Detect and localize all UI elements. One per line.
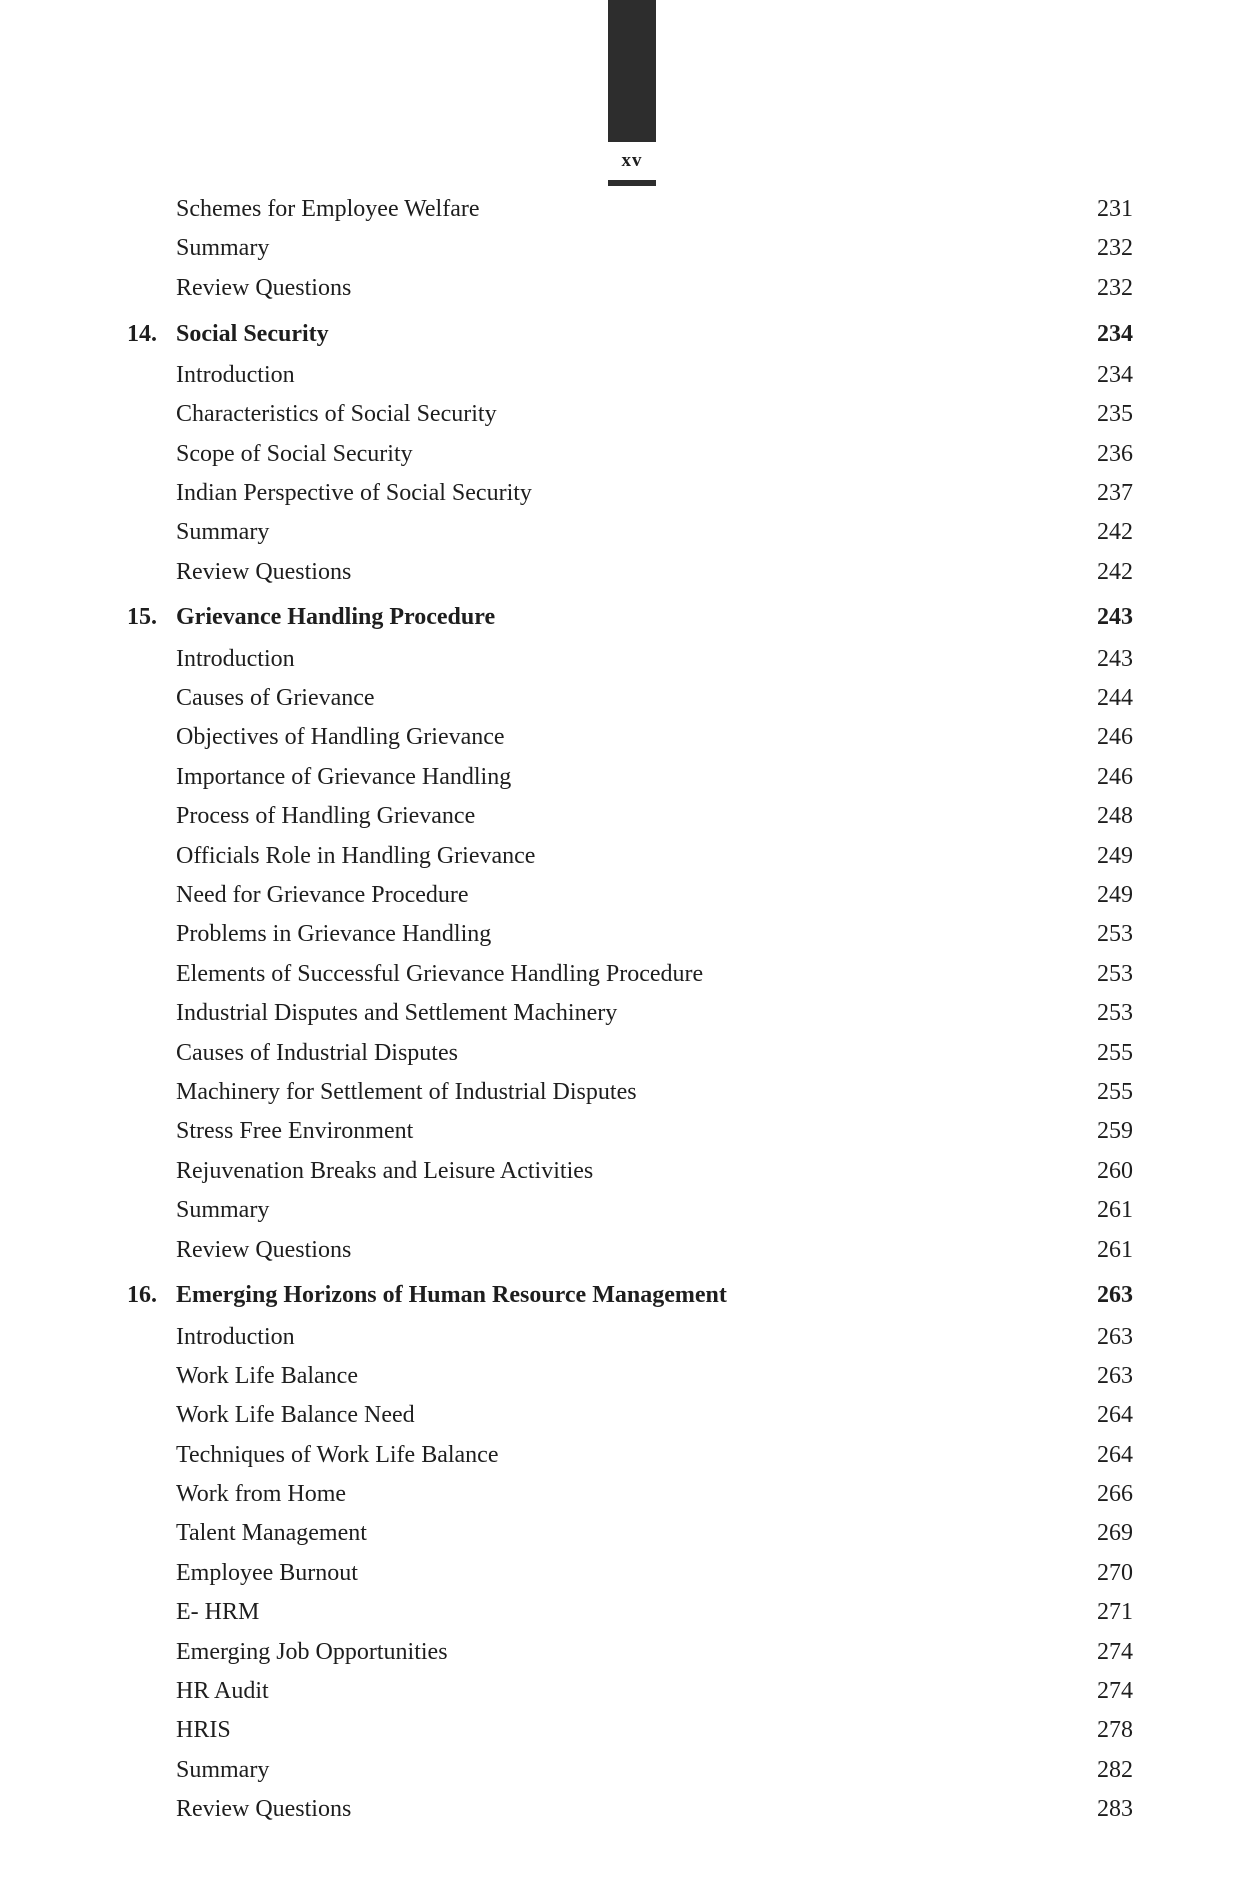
entry-page-number: 249 <box>1097 842 1133 869</box>
entry-page-number: 253 <box>1097 921 1133 948</box>
toc-section-entry <box>0 1514 1250 1553</box>
entry-title: Causes of Industrial Disputes <box>176 1039 458 1066</box>
toc-section-entry <box>0 1633 1250 1672</box>
toc-section-entry <box>0 269 1250 308</box>
toc-section-entry <box>0 553 1250 592</box>
entry-title: Introduction <box>176 1323 295 1350</box>
toc-section-entry <box>0 1034 1250 1073</box>
entry-page-number: 261 <box>1097 1236 1133 1263</box>
entry-title: Process of Handling Grievance <box>176 803 476 830</box>
entry-title: Social Security <box>176 320 329 347</box>
toc-section-entry <box>0 915 1250 954</box>
entry-page-number: 263 <box>1097 1282 1133 1309</box>
entry-title: Importance of Grievance Handling <box>176 763 512 790</box>
entry-title: Industrial Disputes and Settlement Machinery <box>176 1000 618 1027</box>
entry-title: Scope of Social Security <box>176 440 413 467</box>
entry-title: Officials Role in Handling Grievance <box>176 842 536 869</box>
toc-section-entry <box>0 1112 1250 1151</box>
entry-page-number: 255 <box>1097 1078 1133 1105</box>
toc-section-entry <box>0 190 1250 229</box>
entry-title: Employee Burnout <box>176 1559 358 1586</box>
toc-section-entry <box>0 1475 1250 1514</box>
entry-page-number: 261 <box>1097 1197 1133 1224</box>
entry-page-number: 236 <box>1097 440 1133 467</box>
toc-section-entry <box>0 837 1250 876</box>
entry-page-number: 253 <box>1097 1000 1133 1027</box>
entry-title: Summary <box>176 235 270 262</box>
entry-page-number: 246 <box>1097 724 1133 751</box>
table-of-contents <box>0 190 1250 1830</box>
entry-page-number: 283 <box>1097 1796 1133 1823</box>
entry-title: Review Questions <box>176 558 352 585</box>
toc-section-entry <box>0 640 1250 679</box>
entry-page-number: 263 <box>1097 1362 1133 1389</box>
entry-title: Techniques of Work Life Balance <box>176 1441 499 1468</box>
entry-page-number: 244 <box>1097 685 1133 712</box>
entry-title: Causes of Grievance <box>176 685 375 712</box>
entry-page-number: 242 <box>1097 519 1133 546</box>
chapter-number: 16. <box>127 1282 157 1309</box>
entry-title: Objectives of Handling Grievance <box>176 724 505 751</box>
entry-title: Problems in Grievance Handling <box>176 921 492 948</box>
entry-title: Summary <box>176 519 270 546</box>
entry-page-number: 278 <box>1097 1717 1133 1744</box>
toc-chapter-entry <box>0 1273 1250 1317</box>
entry-page-number: 243 <box>1097 604 1133 631</box>
entry-title: Introduction <box>176 645 295 672</box>
chapter-number: 14. <box>127 320 157 347</box>
entry-page-number: 234 <box>1097 361 1133 388</box>
toc-section-entry <box>0 955 1250 994</box>
entry-page-number: 271 <box>1097 1599 1133 1626</box>
toc-chapter-entry <box>0 595 1250 639</box>
toc-section-entry <box>0 1318 1250 1357</box>
entry-title: Stress Free Environment <box>176 1118 414 1145</box>
entry-title: Work Life Balance <box>176 1362 358 1389</box>
entry-title: Review Questions <box>176 1796 352 1823</box>
toc-section-entry <box>0 679 1250 718</box>
entry-title: Indian Perspective of Social Security <box>176 479 532 506</box>
entry-page-number: 231 <box>1097 196 1133 222</box>
entry-title: Review Questions <box>176 1236 352 1263</box>
toc-section-entry <box>0 229 1250 268</box>
toc-section-entry <box>0 797 1250 836</box>
toc-section-entry <box>0 1711 1250 1750</box>
entry-page-number: 260 <box>1097 1157 1133 1184</box>
toc-section-entry <box>0 513 1250 552</box>
toc-chapter-entry <box>0 312 1250 356</box>
toc-section-entry <box>0 474 1250 513</box>
entry-title: Work Life Balance Need <box>176 1402 415 1429</box>
entry-page-number: 264 <box>1097 1402 1133 1429</box>
toc-section-entry <box>0 356 1250 395</box>
entry-page-number: 232 <box>1097 235 1133 262</box>
entry-page-number: 242 <box>1097 558 1133 585</box>
entry-page-number: 269 <box>1097 1520 1133 1547</box>
entry-title: Need for Grievance Procedure <box>176 882 469 909</box>
entry-title: Elements of Successful Grievance Handling Procedure <box>176 960 704 987</box>
entry-page-number: 246 <box>1097 763 1133 790</box>
entry-title: Machinery for Settlement of Industrial Disputes <box>176 1078 637 1105</box>
toc-section-entry <box>0 1231 1250 1270</box>
folio-rule <box>608 180 656 186</box>
toc-section-entry <box>0 1790 1250 1829</box>
chapter-number: 15. <box>127 604 157 631</box>
toc-section-entry <box>0 1593 1250 1632</box>
entry-title: Characteristics of Social Security <box>176 401 497 428</box>
entry-title: Work from Home <box>176 1481 347 1508</box>
entry-title: Emerging Horizons of Human Resource Management <box>176 1282 727 1309</box>
entry-page-number: 249 <box>1097 882 1133 909</box>
entry-page-number: 255 <box>1097 1039 1133 1066</box>
toc-section-entry <box>0 1672 1250 1711</box>
entry-page-number: 235 <box>1097 401 1133 428</box>
entry-title: HR Audit <box>176 1678 269 1705</box>
toc-section-entry <box>0 435 1250 474</box>
entry-title: Talent Management <box>176 1520 367 1547</box>
entry-title: E- HRM <box>176 1599 260 1626</box>
entry-page-number: 274 <box>1097 1678 1133 1705</box>
entry-page-number: 263 <box>1097 1323 1133 1350</box>
toc-section-entry <box>0 758 1250 797</box>
entry-title: Introduction <box>176 361 295 388</box>
toc-section-entry <box>0 1554 1250 1593</box>
entry-title: Rejuvenation Breaks and Leisure Activities <box>176 1157 594 1184</box>
toc-section-entry <box>0 994 1250 1033</box>
toc-section-entry <box>0 876 1250 915</box>
entry-title: Summary <box>176 1197 270 1224</box>
entry-page-number: 259 <box>1097 1118 1133 1145</box>
entry-page-number: 282 <box>1097 1756 1133 1783</box>
toc-section-entry <box>0 395 1250 434</box>
toc-section-entry <box>0 1191 1250 1230</box>
entry-page-number: 270 <box>1097 1559 1133 1586</box>
entry-page-number: 232 <box>1097 274 1133 301</box>
entry-page-number: 253 <box>1097 960 1133 987</box>
entry-title: Schemes for Employee Welfare <box>176 196 480 222</box>
toc-section-entry <box>0 1396 1250 1435</box>
toc-section-entry <box>0 1357 1250 1396</box>
entry-page-number: 266 <box>1097 1481 1133 1508</box>
page-tab-marker <box>608 0 656 142</box>
entry-title: Review Questions <box>176 274 352 301</box>
entry-title: HRIS <box>176 1717 231 1744</box>
entry-page-number: 237 <box>1097 479 1133 506</box>
toc-section-entry <box>0 1436 1250 1475</box>
entry-page-number: 234 <box>1097 320 1133 347</box>
entry-page-number: 243 <box>1097 645 1133 672</box>
toc-section-entry <box>0 718 1250 757</box>
page-number-folio: xv <box>621 150 643 171</box>
entry-page-number: 264 <box>1097 1441 1133 1468</box>
toc-section-entry <box>0 1152 1250 1191</box>
entry-title: Summary <box>176 1756 270 1783</box>
entry-title: Emerging Job Opportunities <box>176 1638 448 1665</box>
entry-page-number: 274 <box>1097 1638 1133 1665</box>
entry-page-number: 248 <box>1097 803 1133 830</box>
entry-title: Grievance Handling Procedure <box>176 604 496 631</box>
toc-section-entry <box>0 1751 1250 1790</box>
toc-section-entry <box>0 1073 1250 1112</box>
